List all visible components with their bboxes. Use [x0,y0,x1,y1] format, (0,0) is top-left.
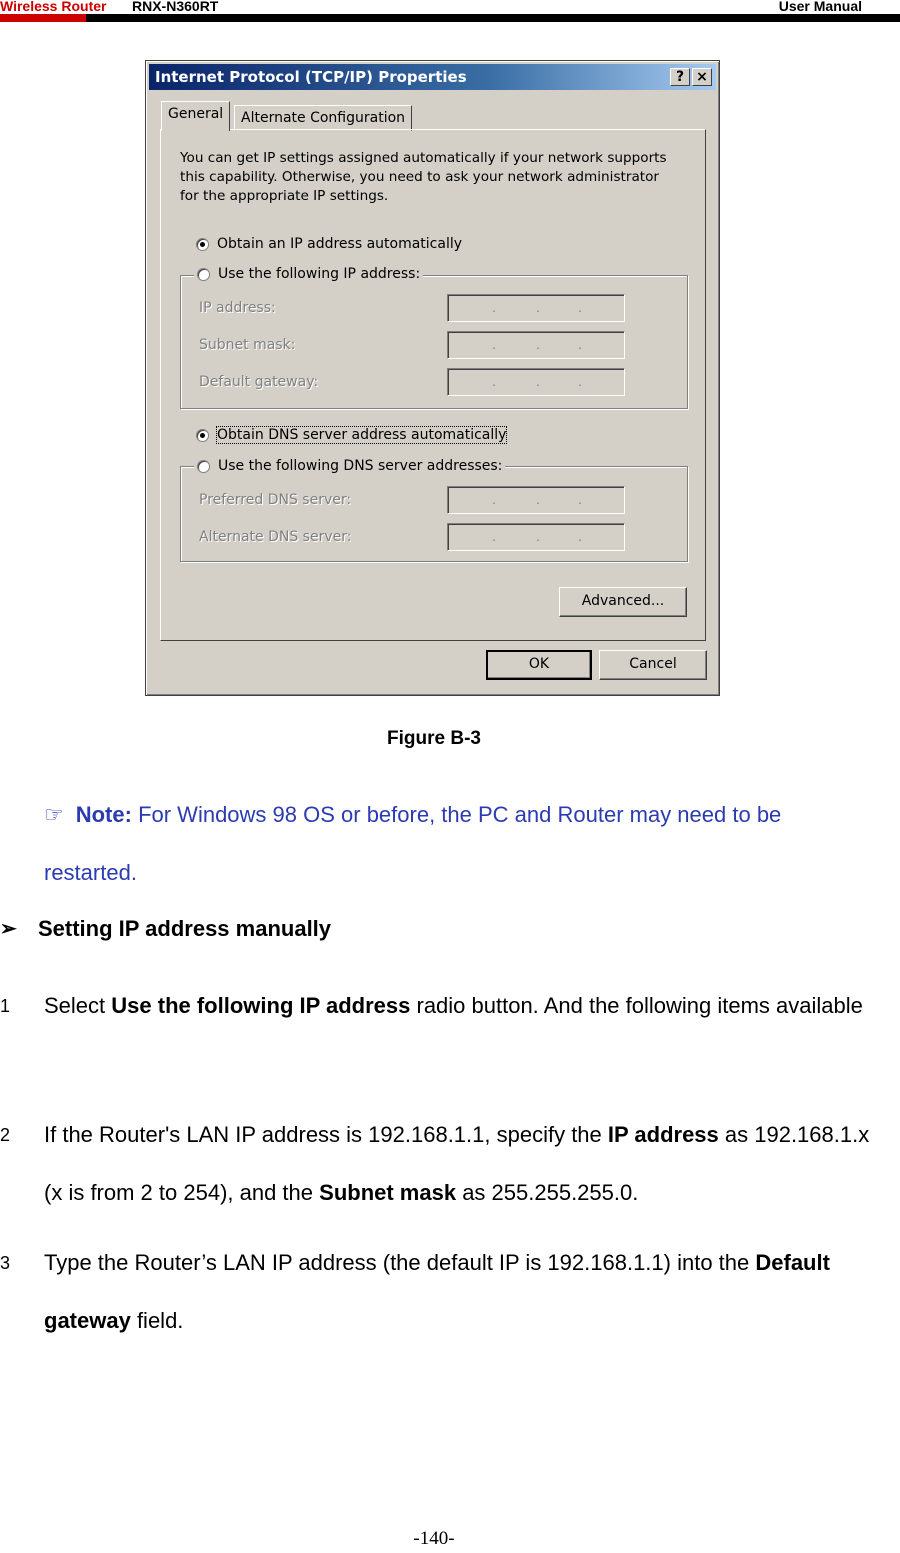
step-number: 3 [0,1253,11,1273]
radio-label: Obtain an IP address automatically [217,236,463,252]
radio-unchecked-icon [197,460,210,473]
subnet-mask-input[interactable]: . . . [447,331,625,359]
dialog-description: You can get IP settings assigned automatically if your network supports this capability. Otherwise, you need to ask your network administrator for the appropriate IP settings. [180,150,667,204]
radio-label: Use the following DNS server addresses: [218,458,503,474]
close-button[interactable]: × [692,68,712,86]
tab-general[interactable]: General [161,101,230,131]
help-button[interactable]: ? [670,68,690,86]
ip-address-input[interactable]: . . . [447,294,625,322]
cancel-button[interactable]: Cancel [599,650,707,680]
radio-checked-icon [196,238,209,251]
step-text: Select Use the following IP address radio button. And the following items available [44,993,863,1018]
step-number: 2 [0,1125,11,1145]
ip-address-group [180,275,688,409]
ok-button[interactable]: OK [486,650,592,680]
arrow-bullet-icon: ➢ [0,918,17,940]
radio-checked-icon [196,429,209,442]
header-model: RNX-N360RT [132,0,219,14]
pointing-hand-icon: ☞ [44,802,64,827]
header-brand: Wireless Router [0,0,107,14]
default-gateway-input[interactable]: . . . [447,368,625,396]
header-rule [0,14,900,22]
step-number: 1 [0,996,11,1016]
note-text: For Windows 98 OS or before, the PC and Router may need to be restarted. [44,802,782,885]
alternate-dns-label: Alternate DNS server: [199,529,352,545]
page-number: -140- [413,1528,455,1549]
subnet-mask-label: Subnet mask: [199,337,296,353]
note-label: Note: [75,802,132,827]
radio-obtain-ip-auto[interactable] [196,236,462,252]
step-text: If the Router's LAN IP address is 192.168.1.1, specify the IP address as 192.168.1.x (x is from 2 to 254), and the Subnet mask as 255.255.255.0. [44,1122,870,1205]
radio-label: Use the following IP address: [218,266,421,282]
default-gateway-label: Default gateway: [199,374,319,390]
ip-address-label: IP address: [199,300,276,316]
header-manual: User Manual [778,0,862,14]
radio-label: Obtain DNS server address automatically [217,427,507,443]
tab-alternate-configuration[interactable]: Alternate Configuration [234,105,412,131]
radio-use-following-dns[interactable] [194,458,505,474]
radio-use-following-ip[interactable] [194,266,423,282]
section-title: Setting IP address manually [38,916,332,941]
preferred-dns-input[interactable]: . . . [447,486,625,514]
page-header [0,0,900,26]
alternate-dns-input[interactable]: . . . [447,523,625,551]
radio-obtain-dns-auto[interactable] [196,427,506,443]
radio-unchecked-icon [197,268,210,281]
figure-caption: Figure B-3 [387,728,481,749]
dialog-titlebar [149,64,716,90]
note-paragraph [44,786,864,902]
tcpip-properties-dialog [145,60,720,696]
dialog-title: Internet Protocol (TCP/IP) Properties [155,68,467,86]
preferred-dns-label: Preferred DNS server: [199,492,352,508]
step-text: Type the Router’s LAN IP address (the default IP is 192.168.1.1) into the Default gateway field. [44,1250,830,1333]
header-rule-accent [0,14,86,22]
advanced-button[interactable]: Advanced... [559,587,687,617]
dns-group [180,466,688,562]
